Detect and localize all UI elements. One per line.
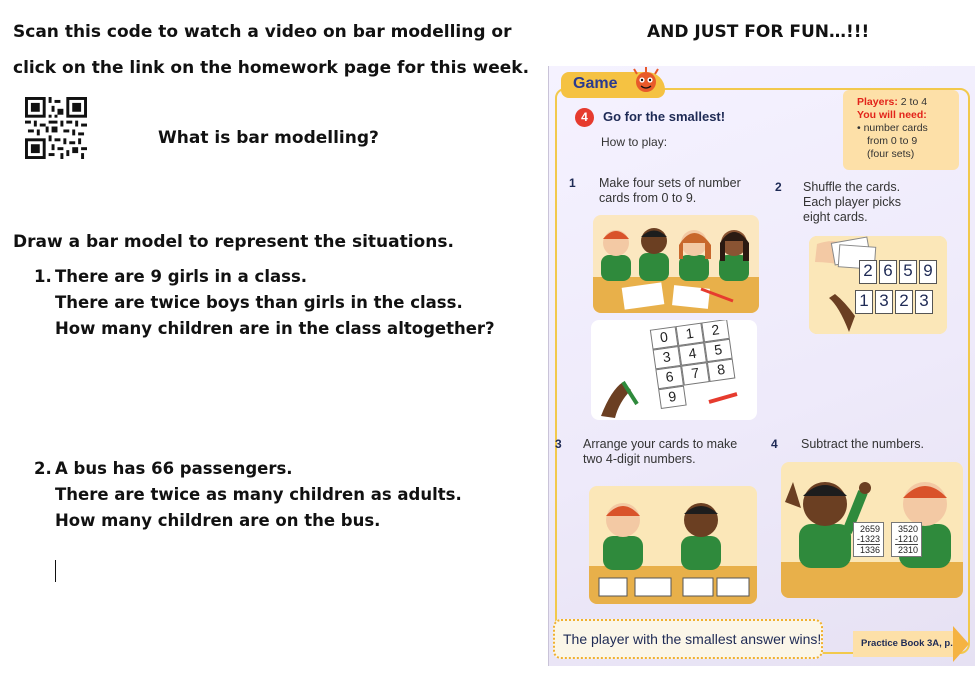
subtraction-a bbox=[853, 522, 884, 557]
practice-book-tag bbox=[853, 631, 964, 657]
card: 5 bbox=[899, 260, 917, 284]
card: 3 bbox=[915, 290, 933, 314]
question-1-line-3: How many children are in the class altogether? bbox=[55, 319, 495, 338]
step-2-line-2: Each player picks bbox=[803, 195, 901, 209]
step-1-line-2: cards from 0 to 9. bbox=[599, 191, 697, 205]
grid-cell: 2 bbox=[701, 320, 730, 342]
arrange-cards-illustration bbox=[589, 486, 757, 604]
how-to-play: How to play: bbox=[601, 135, 668, 149]
card: 3 bbox=[875, 290, 893, 314]
shuffle-cards-illustration bbox=[809, 236, 947, 334]
question-2-line-1: A bus has 66 passengers. bbox=[55, 459, 293, 478]
card: 1 bbox=[855, 290, 873, 314]
practice-book-ref: Practice Book 3A, p.51 bbox=[861, 638, 964, 649]
step-4-line-1: Subtract the numbers. bbox=[801, 437, 924, 451]
step-1-line-1: Make four sets of number bbox=[599, 176, 741, 190]
question-1-line-2: There are twice boys than girls in the class. bbox=[55, 293, 463, 312]
players-box bbox=[843, 90, 959, 170]
card: 2 bbox=[895, 290, 913, 314]
players-line bbox=[857, 96, 927, 108]
intro-line-1: Scan this code to watch a video on bar modelling or bbox=[13, 22, 512, 42]
children-table-illustration bbox=[593, 215, 759, 313]
grid-cell: 3 bbox=[653, 346, 682, 369]
question-2-line-2: There are twice as many children as adults. bbox=[55, 485, 462, 504]
grid-cell: 1 bbox=[676, 323, 705, 346]
instruction: Draw a bar model to represent the situations. bbox=[13, 232, 454, 252]
step-4-number: 4 bbox=[771, 437, 778, 451]
mascot-icon bbox=[629, 67, 663, 97]
number-grid bbox=[650, 320, 738, 409]
game-tab: Game bbox=[561, 72, 665, 98]
grid-cell: 5 bbox=[704, 339, 733, 362]
card: 6 bbox=[879, 260, 897, 284]
winner-text: The player with the smallest answer wins! bbox=[563, 631, 822, 647]
fun-heading: AND JUST FOR FUN…!!! bbox=[647, 22, 870, 42]
grid-cell: 4 bbox=[678, 342, 707, 365]
grid-cell: 7 bbox=[681, 362, 710, 385]
sum-a-sub: -1323 bbox=[857, 534, 881, 544]
subtraction-b bbox=[891, 522, 922, 557]
step-3-text bbox=[583, 437, 737, 467]
arrow-right-icon bbox=[953, 626, 969, 662]
question-1-number: 1. bbox=[34, 267, 52, 286]
card: 2 bbox=[859, 260, 877, 284]
grid-cell: 6 bbox=[655, 366, 684, 389]
sum-b-top: 3520 bbox=[898, 524, 919, 534]
qr-code-icon[interactable] bbox=[25, 97, 87, 159]
number-grid-illustration bbox=[591, 320, 757, 420]
text-cursor[interactable] bbox=[55, 560, 56, 582]
textbook-page bbox=[548, 66, 975, 666]
question-2-number: 2. bbox=[34, 459, 52, 478]
sum-b-sub: -1210 bbox=[895, 534, 919, 544]
cards-row-2 bbox=[855, 290, 933, 314]
players-label: Players: bbox=[857, 96, 898, 108]
sum-a-top: 2659 bbox=[860, 524, 881, 534]
step-2-text bbox=[803, 180, 901, 225]
step-3-number: 3 bbox=[555, 437, 562, 451]
child-figures bbox=[601, 228, 749, 281]
grid-cell: 9 bbox=[658, 386, 687, 409]
need-item-1: • number cards bbox=[857, 122, 928, 134]
need-label: You will need: bbox=[857, 109, 927, 121]
sum-b-result: 2310 bbox=[895, 544, 918, 555]
step-1-text bbox=[599, 176, 741, 206]
winner-box bbox=[553, 619, 823, 659]
step-2-line-1: Shuffle the cards. bbox=[803, 180, 901, 194]
cards-row-1 bbox=[859, 260, 937, 284]
intro-line-2: click on the link on the homework page for this week. bbox=[13, 58, 530, 78]
need-item-2: from 0 to 9 bbox=[867, 135, 918, 147]
step-1-number: 1 bbox=[569, 176, 576, 190]
game-number-badge: 4 bbox=[575, 108, 594, 127]
bar-modelling-link[interactable]: What is bar modelling? bbox=[158, 128, 379, 148]
step-3-line-2: two 4-digit numbers. bbox=[583, 452, 696, 466]
subtract-illustration bbox=[781, 462, 963, 598]
grid-cell: 0 bbox=[650, 326, 679, 349]
step-2-line-3: eight cards. bbox=[803, 210, 868, 224]
card: 9 bbox=[919, 260, 937, 284]
step-2-number: 2 bbox=[775, 180, 782, 194]
step-4-text bbox=[801, 437, 924, 452]
step-3-line-1: Arrange your cards to make bbox=[583, 437, 738, 451]
need-item-3: (four sets) bbox=[867, 148, 915, 160]
question-2-line-3: How many children are on the bus. bbox=[55, 511, 381, 530]
players-value: 2 to 4 bbox=[900, 96, 928, 108]
grid-cell: 8 bbox=[707, 359, 736, 382]
question-1-line-1: There are 9 girls in a class. bbox=[55, 267, 308, 286]
game-title: Go for the smallest! bbox=[603, 109, 726, 124]
sum-a-result: 1336 bbox=[857, 544, 880, 555]
